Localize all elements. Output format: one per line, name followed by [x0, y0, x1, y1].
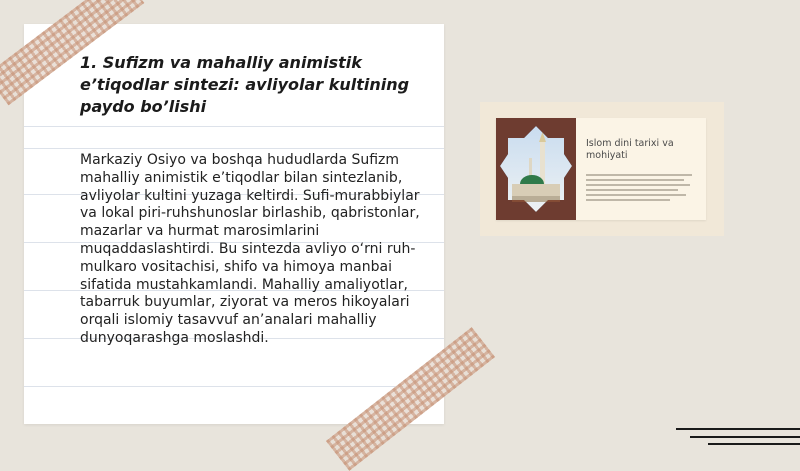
- decorative-line: [708, 443, 800, 445]
- notebook-paper: [24, 24, 444, 424]
- body-paragraph: Markaziy Osiyo va boshqa hududlarda Sufizm mahalliy animistik e’tiqodlar bilan sintezlanib, avliyolar kultini yuzaga keltirdi. Sufi-murabbiylar va lokal piri-ruhshunoslar birlashib, qabristonlar, mazarlar va hurmat marosimlarini muqaddaslashtirdi. Bu sintezda avliyo o‘rni ruh-mulkaro vositachisi, shifo va himoya manbai sifatida mustahkamlandi. Mahalliy amaliyotlar, tabarruk buyumlar, ziyorat va meros hikoyalari orqali islomiy tasavvuf an’analari mahalliy dunyoqarashga moslashdi.: [80, 152, 420, 346]
- thumbnail-text-line: [586, 184, 690, 186]
- thumbnail-text-line: [586, 199, 670, 201]
- paper-rule: [24, 126, 444, 127]
- thumbnail-text-line: [586, 189, 678, 191]
- mosque-image: [496, 118, 576, 220]
- thumbnail-text-line: [586, 194, 686, 196]
- thumbnail-title: Islom dini tarixi va mohiyati: [586, 138, 674, 161]
- section-heading: 1. Sufizm va mahalliy animistik e’tiqodlar sintezi: avliyolar kultining paydo bo’lishi: [80, 53, 410, 116]
- thumbnail-text-line: [586, 174, 692, 176]
- slide-thumbnail[interactable]: [496, 118, 706, 220]
- decorative-line: [690, 436, 800, 438]
- paper-rule: [24, 386, 444, 387]
- decorative-line: [676, 428, 800, 430]
- thumbnail-text-line: [586, 179, 684, 181]
- paper-rule: [24, 148, 444, 149]
